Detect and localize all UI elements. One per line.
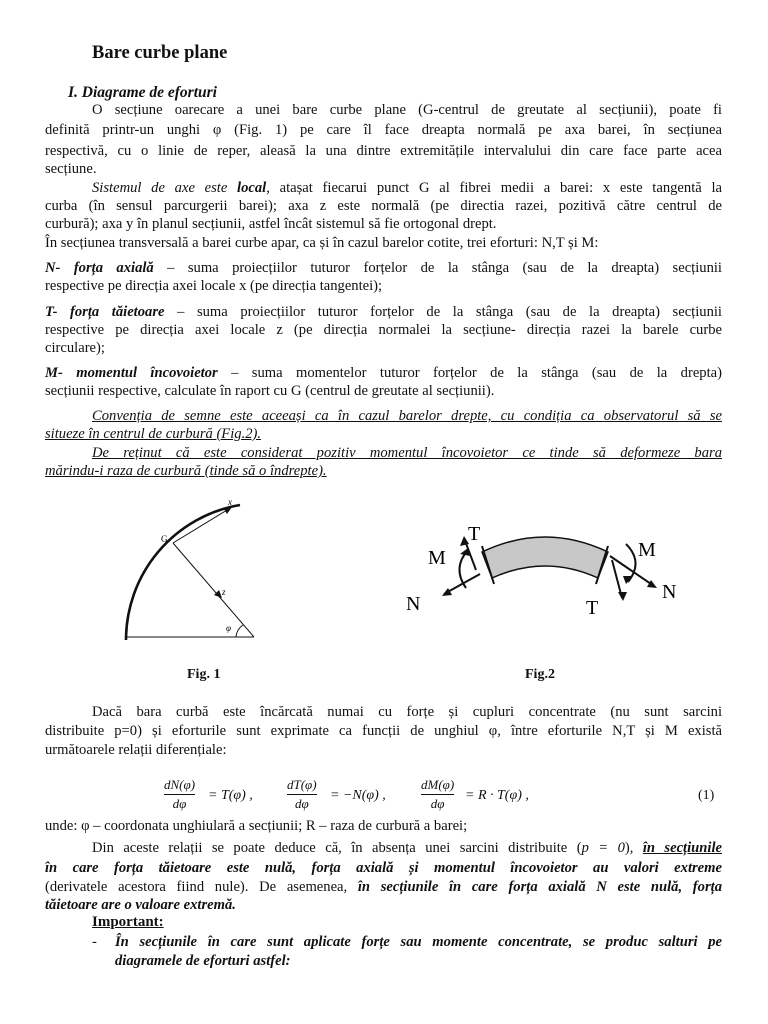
convention-line3: De reținut că este considerat pozitiv momentul încovoietor ce tinde să deformeze bara	[92, 445, 722, 461]
z-label: z	[222, 587, 226, 597]
M-definition-line2: secțiunii respective, calculate în raport cu G (centrul de greutate al secțiunii).	[45, 383, 495, 399]
right-T-arrowhead-icon	[618, 592, 627, 601]
N-definition-line2: respective pe direcția axei locale x (pe direcția tangentei);	[45, 278, 383, 294]
convention-line4: mărindu-i raza de curbură (tinde să o îndrepte).	[45, 463, 327, 479]
equation-number: (1)	[698, 788, 715, 803]
T-definition-line1: T- forța tăietoare – suma proiecțiilor tuturor forțelor de la stânga (sau de la dreapta) secțiunii	[45, 304, 722, 320]
p4-line3: următoarele relații diferențiale:	[45, 742, 227, 758]
phi-label: φ	[226, 623, 231, 633]
important-heading: Important:	[92, 914, 164, 930]
figure-2-diagram	[400, 510, 690, 620]
eq1-rhs: = T(φ) ,	[208, 788, 253, 803]
right-M-label: M	[638, 539, 656, 561]
figure-1-diagram	[118, 495, 268, 645]
eq3-fraction: dM(φ) dφ	[421, 777, 455, 811]
right-T-label: T	[586, 597, 599, 619]
right-N-label: N	[662, 581, 677, 603]
p2-line1: Sistemul de axe este local, atașat fiecarui punct G al fibrei medii a barei: x este tangentă la	[92, 180, 722, 196]
T-definition-line2: respective pe direcția axei locale z (pe direcția normalei la secțiune- direcția razei la barele curbe	[45, 322, 722, 338]
p4-line2: distribuite p=0) și eforturile sunt exprimate ca funcții de unghiul φ, între eforturile N,T și M există	[45, 723, 722, 739]
p5-line3: (derivatele acestora fiind nule). De asemenea, în secțiunile în care forța axială N este nulă, forța	[45, 879, 722, 895]
z-arrowhead-icon	[214, 590, 222, 598]
left-M-label: M	[428, 547, 446, 569]
M-definition-line1: M- momentul încovoietor – suma momentelor tuturor forțelor de la stânga (sau de la drepta)	[45, 365, 722, 381]
eq2-fraction: dT(φ) dφ	[287, 777, 317, 811]
figure-2-caption: Fig.2	[525, 667, 555, 682]
x-label: x	[228, 497, 232, 507]
bullet-line2: diagramele de eforturi astfel:	[115, 953, 291, 969]
convention-line2: situeze în centrul de curbură (Fig.2).	[45, 426, 262, 442]
p3-line: În secțiunea transversală a barei curbe apar, ca și în cazul barelor cotite, trei eforturi: N,T și M:	[45, 235, 599, 251]
curved-bar-segment	[482, 537, 608, 578]
p1-line1: O secțiune oarecare a unei bare curbe plane (G-centrul de greutate al secțiunii), poate fi	[92, 102, 722, 118]
left-T-label: T	[468, 523, 481, 545]
normal-radius-line	[173, 543, 254, 637]
eq1-fraction: dN(φ) dφ	[164, 777, 196, 811]
eq3-rhs: = R · T(φ) ,	[465, 788, 529, 803]
p1-line2: definită printr-un unghi φ (Fig. 1) pe care îl face dreapta normală pe axa barei, în secțiunea	[45, 122, 722, 138]
G-label: G	[161, 534, 168, 544]
left-N-label: N	[406, 593, 421, 615]
p5-line4: tăietoare are o valoare extremă.	[45, 897, 236, 913]
p2-line3: curbură); axa y în planul secțiunii, astfel încât sistemul să fie ortogonal drept.	[45, 216, 497, 232]
tangent-x-axis	[173, 507, 232, 543]
p1-line3: respectivă, cu o linie de reper, aleasă la una dintre extremitățile intervalului din care face parte acea	[45, 143, 722, 159]
unde-line: unde: φ – coordonata unghiulară a secțiunii; R – raza de curbură a barei;	[45, 818, 468, 834]
N-definition-line1: N- forța axială – suma proiecțiilor tuturor forțelor de la stânga (sau de la dreapta) secțiunii	[45, 260, 722, 276]
p5-line1: Din aceste relații se poate deduce că, în absența unei sarcini distribuite (p = 0), în secțiunile	[92, 840, 722, 856]
right-M-arrowhead-icon	[623, 576, 633, 584]
bullet-line1: În secțiunile în care sunt aplicate forțe sau momente concentrate, se produc salturi pe	[115, 934, 722, 950]
left-N-arrowhead-icon	[442, 588, 452, 596]
phi-arc	[236, 625, 243, 637]
p5-line2: în care forța tăietoare este nulă, forța axială și momentul încovoietor au valori extreme	[45, 860, 722, 876]
p1-line4: secțiune.	[45, 161, 97, 177]
eq2-rhs: = −N(φ) ,	[330, 788, 386, 803]
convention-line1: Convenția de semne este aceeași ca în cazul barelor drepte, cu condiția ca observatorul să se	[92, 408, 722, 424]
figure-1-caption: Fig. 1	[187, 667, 221, 682]
curved-bar-arc	[126, 505, 240, 640]
bullet-dash: -	[92, 934, 97, 950]
page-title: Bare curbe plane	[92, 43, 228, 63]
T-definition-line3: circulare);	[45, 340, 105, 356]
p4-line1: Dacă bara curbă este încărcată numai cu forțe și cupluri concentrate (nu sunt sarcini	[92, 704, 722, 720]
section-heading: I. Diagrame de eforturi	[68, 84, 217, 101]
p2-line2: curba (în sensul parcurgerii barei); axa z este normală (pe directia razei, pozitivă către centrul de	[45, 198, 722, 214]
